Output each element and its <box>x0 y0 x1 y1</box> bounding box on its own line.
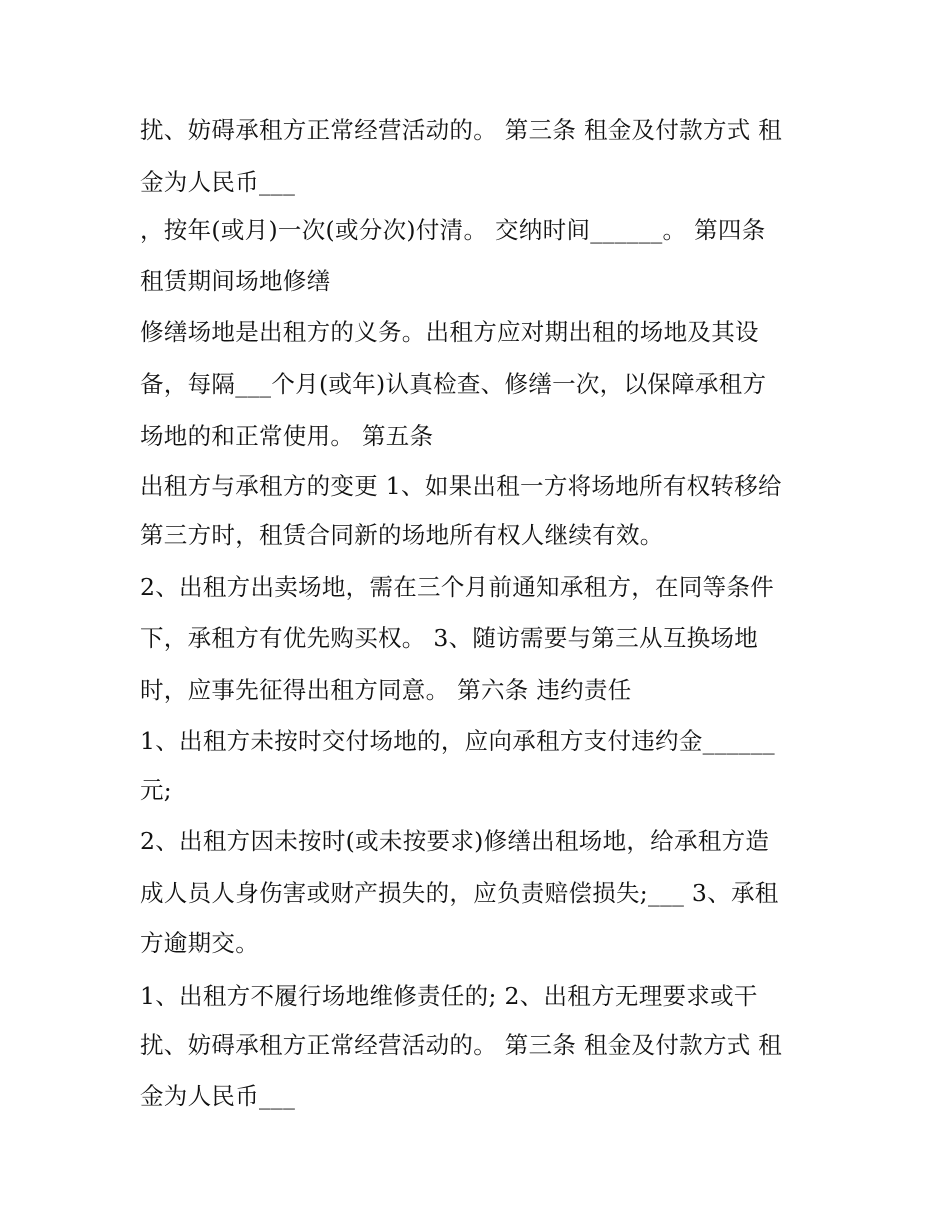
text-line: 扰、妨碍承租方正常经营活动的。 第三条 租金及付款方式 租 <box>140 116 783 144</box>
text-line: 金为人民币___ <box>140 1082 296 1110</box>
text-line: 扰、妨碍承租方正常经营活动的。 第三条 租金及付款方式 租 <box>140 1031 783 1059</box>
text-line: 成人员人身伤害或财产损失的，应负责赔偿损失;___ 3、承租 <box>140 879 779 907</box>
text-line: 第三方时，租赁合同新的场地所有权人继续有效。 <box>140 521 664 549</box>
text-line: 1、出租方不履行场地维修责任的; 2、出租方无理要求或干 <box>140 982 758 1010</box>
text-line: 出租方与承租方的变更 1、如果出租一方将场地所有权转移给 <box>140 472 782 500</box>
text-line: 元; <box>140 776 173 804</box>
text-line: 时，应事先征得出租方同意。 第六条 违约责任 <box>140 676 632 704</box>
text-line: 2、出租方出卖场地，需在三个月前通知承租方，在同等条件 <box>140 573 775 601</box>
text-line: 1、出租方未按时交付场地的，应向承租方支付违约金______ <box>140 727 775 755</box>
text-line: 租赁期间场地修缮 <box>140 267 331 295</box>
text-line: 金为人民币___ <box>140 168 296 196</box>
text-line: 2、出租方因未按时(或未按要求)修缮出租场地，给承租方造 <box>140 827 770 855</box>
text-line: ，按年(或月)一次(或分次)付清。 交纳时间______。 第四条 <box>140 216 766 244</box>
text-line: 场地的和正常使用。 第五条 <box>140 422 434 450</box>
text-line: 下，承租方有优先购买权。 3、随访需要与第三从互换场地 <box>140 624 759 652</box>
text-line: 备，每隔___个月(或年)认真检查、修缮一次，以保障承租方 <box>140 370 767 398</box>
text-line: 修缮场地是出租方的义务。出租方应对期出租的场地及其设 <box>140 318 759 346</box>
text-line: 方逾期交。 <box>140 929 259 957</box>
